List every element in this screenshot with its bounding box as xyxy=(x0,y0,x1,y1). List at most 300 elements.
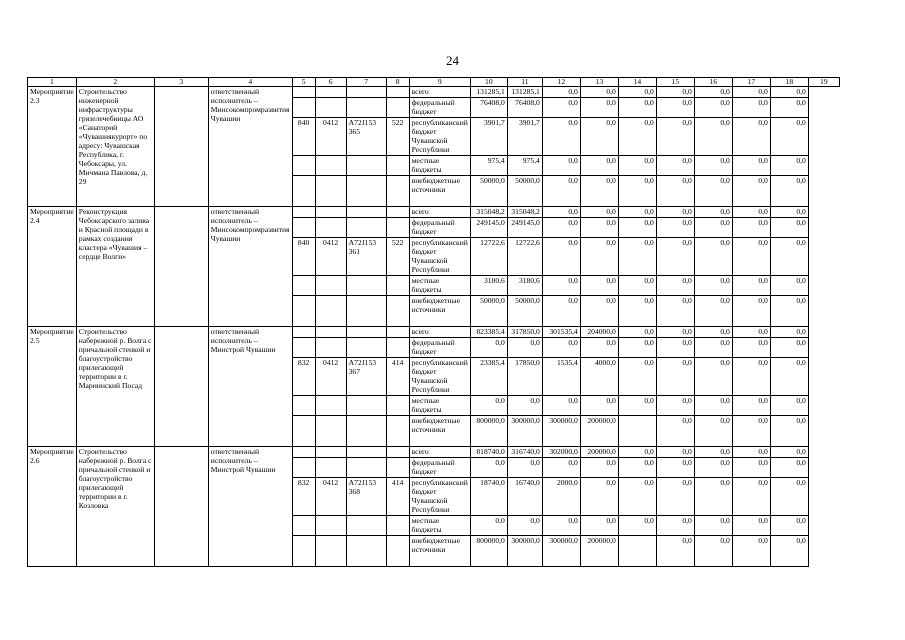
value-cell: 0,0 xyxy=(694,176,732,207)
code-cell xyxy=(315,176,346,207)
value-cell: 249145,0 xyxy=(470,218,507,238)
code-cell: 0412 xyxy=(315,478,346,516)
code-cell xyxy=(386,447,409,458)
value-cell: 0,0 xyxy=(770,516,808,536)
code-cell xyxy=(386,296,409,327)
value-cell: 0,0 xyxy=(580,296,618,327)
value-cell: 0,0 xyxy=(656,416,694,447)
code-cell xyxy=(346,176,386,207)
funding-source-cell: местные бюджеты xyxy=(409,156,470,176)
value-cell: 0,0 xyxy=(618,238,656,276)
value-cell: 316740,0 xyxy=(507,447,542,458)
value-cell: 317850,0 xyxy=(507,327,542,338)
code-cell xyxy=(315,296,346,327)
value-cell: 0,0 xyxy=(770,276,808,296)
value-cell: 800000,0 xyxy=(470,416,507,447)
value-cell: 0,0 xyxy=(770,458,808,478)
value-cell: 204000,0 xyxy=(580,327,618,338)
value-cell: 3901,7 xyxy=(507,118,542,156)
code-cell xyxy=(346,87,386,98)
value-cell: 50000,0 xyxy=(507,296,542,327)
value-cell: 800000,0 xyxy=(470,536,507,567)
table-row xyxy=(28,87,840,98)
code-cell xyxy=(386,396,409,416)
code-cell xyxy=(386,207,409,218)
value-cell: 0,0 xyxy=(694,156,732,176)
value-cell: 0,0 xyxy=(770,447,808,458)
code-cell xyxy=(386,87,409,98)
column-number: 11 xyxy=(507,78,542,87)
code-cell xyxy=(315,416,346,447)
value-cell: 76408,0 xyxy=(507,98,542,118)
funding-source-cell: внебюджетные источники xyxy=(409,296,470,327)
code-cell: 0412 xyxy=(315,358,346,396)
code-cell xyxy=(292,338,315,358)
value-cell: 0,0 xyxy=(618,327,656,338)
code-cell xyxy=(346,156,386,176)
funding-source-cell: местные бюджеты xyxy=(409,516,470,536)
value-cell: 0,0 xyxy=(694,207,732,218)
value-cell: 12722,6 xyxy=(507,238,542,276)
value-cell: 131285,1 xyxy=(470,87,507,98)
value-cell: 0,0 xyxy=(542,516,580,536)
value-cell: 16740,0 xyxy=(507,478,542,516)
value-cell: 3901,7 xyxy=(470,118,507,156)
value-cell: 0,0 xyxy=(542,156,580,176)
value-cell: 315048,2 xyxy=(507,207,542,218)
code-cell: 0412 xyxy=(315,118,346,156)
value-cell: 0,0 xyxy=(580,207,618,218)
value-cell: 0,0 xyxy=(732,118,770,156)
value-cell: 0,0 xyxy=(542,338,580,358)
value-cell: 0,0 xyxy=(770,338,808,358)
value-cell: 0,0 xyxy=(732,478,770,516)
value-cell: 0,0 xyxy=(732,358,770,396)
value-cell: 131285,1 xyxy=(507,87,542,98)
value-cell: 300000,0 xyxy=(507,416,542,447)
value-cell: 0,0 xyxy=(732,218,770,238)
value-cell: 200000,0 xyxy=(580,447,618,458)
event-id-cell: Мероприятие 2.5 xyxy=(28,327,77,447)
code-cell xyxy=(292,276,315,296)
value-cell: 315048,2 xyxy=(470,207,507,218)
code-cell: 840 xyxy=(292,118,315,156)
value-cell: 0,0 xyxy=(656,327,694,338)
value-cell: 0,0 xyxy=(580,156,618,176)
value-cell: 1535,4 xyxy=(542,358,580,396)
code-cell xyxy=(315,207,346,218)
column-number: 17 xyxy=(732,78,770,87)
code-cell xyxy=(346,536,386,567)
value-cell: 0,0 xyxy=(694,296,732,327)
code-cell xyxy=(386,176,409,207)
code-cell xyxy=(315,87,346,98)
column-number: 13 xyxy=(580,78,618,87)
value-cell: 0,0 xyxy=(618,98,656,118)
code-cell xyxy=(292,87,315,98)
value-cell: 0,0 xyxy=(732,238,770,276)
value-cell: 0,0 xyxy=(470,338,507,358)
value-cell: 0,0 xyxy=(656,87,694,98)
code-cell xyxy=(346,447,386,458)
value-cell: 0,0 xyxy=(694,536,732,567)
code-cell: А72J153 365 xyxy=(346,118,386,156)
event-name-cell: Строительство инженерной инфраструктуры грязелечебницы АО «Санаторий «Чувашиякурорт» по адресу: Чувашская Республика, г. Чебоксары, ул. Мичмана Павлова, д. 29 xyxy=(76,87,154,207)
code-cell xyxy=(346,396,386,416)
table-row xyxy=(28,327,840,338)
value-cell: 50000,0 xyxy=(470,176,507,207)
executor-cell: ответственный исполнитель – Минсокомпромразвития Чувашии xyxy=(208,207,292,327)
code-cell xyxy=(315,98,346,118)
value-cell: 0,0 xyxy=(656,118,694,156)
value-cell: 0,0 xyxy=(732,207,770,218)
value-cell: 0,0 xyxy=(656,458,694,478)
code-cell xyxy=(315,447,346,458)
value-cell: 0,0 xyxy=(618,447,656,458)
value-cell: 0,0 xyxy=(542,458,580,478)
budget-table xyxy=(27,77,840,567)
funding-source-cell: местные бюджеты xyxy=(409,396,470,416)
value-cell: 0,0 xyxy=(656,516,694,536)
value-cell: 0,0 xyxy=(656,176,694,207)
value-cell: 0,0 xyxy=(656,207,694,218)
value-cell: 302000,0 xyxy=(542,447,580,458)
funding-source-cell: внебюджетные источники xyxy=(409,176,470,207)
value-cell: 0,0 xyxy=(580,238,618,276)
code-cell xyxy=(315,276,346,296)
value-cell: 0,0 xyxy=(732,87,770,98)
code-cell xyxy=(292,396,315,416)
code-cell: 0412 xyxy=(315,238,346,276)
value-cell: 0,0 xyxy=(618,478,656,516)
value-cell: 0,0 xyxy=(580,458,618,478)
code-cell: 414 xyxy=(386,358,409,396)
value-cell: 0,0 xyxy=(694,118,732,156)
value-cell: 0,0 xyxy=(618,87,656,98)
value-cell: 4000,0 xyxy=(580,358,618,396)
code-cell xyxy=(346,327,386,338)
value-cell: 0,0 xyxy=(694,218,732,238)
value-cell: 0,0 xyxy=(732,98,770,118)
value-cell: 0,0 xyxy=(770,416,808,447)
value-cell: 12722,6 xyxy=(470,238,507,276)
code-cell: 522 xyxy=(386,238,409,276)
event-id-cell: Мероприятие 2.6 xyxy=(28,447,77,567)
code-cell xyxy=(292,207,315,218)
value-cell: 0,0 xyxy=(694,338,732,358)
code-cell xyxy=(386,416,409,447)
code-cell xyxy=(346,458,386,478)
funding-source-cell: всего xyxy=(409,87,470,98)
executor-cell: ответственный исполнитель – Минстрой Чувашии xyxy=(208,327,292,447)
code-cell xyxy=(346,207,386,218)
value-cell: 0,0 xyxy=(580,87,618,98)
value-cell: 0,0 xyxy=(580,118,618,156)
value-cell: 0,0 xyxy=(618,276,656,296)
code-cell xyxy=(315,516,346,536)
value-cell: 0,0 xyxy=(694,396,732,416)
code-cell xyxy=(346,516,386,536)
value-cell: 0,0 xyxy=(656,296,694,327)
value-cell: 0,0 xyxy=(694,416,732,447)
empty-cell xyxy=(154,207,208,327)
code-cell: А72J153 368 xyxy=(346,478,386,516)
value-cell: 0,0 xyxy=(618,176,656,207)
value-cell: 3180,6 xyxy=(507,276,542,296)
code-cell xyxy=(386,327,409,338)
column-number: 14 xyxy=(618,78,656,87)
value-cell: 0,0 xyxy=(770,327,808,338)
value-cell: 0,0 xyxy=(732,458,770,478)
value-cell: 0,0 xyxy=(770,176,808,207)
code-cell: 832 xyxy=(292,358,315,396)
event-id-cell: Мероприятие 2.3 xyxy=(28,87,77,207)
empty-cell xyxy=(154,327,208,447)
value-cell: 0,0 xyxy=(770,98,808,118)
value-cell: 300000,0 xyxy=(542,416,580,447)
value-cell: 0,0 xyxy=(732,338,770,358)
code-cell xyxy=(315,536,346,567)
executor-cell: ответственный исполнитель – Минстрой Чувашии xyxy=(208,447,292,567)
value-cell: 0,0 xyxy=(656,238,694,276)
event-name-cell: Строительство набережной р. Волга с причальной стенкой и благоустройство прилегающей территории в г. Мариинский Посад xyxy=(76,327,154,447)
empty-cell xyxy=(154,87,208,207)
value-cell: 0,0 xyxy=(507,338,542,358)
funding-source-cell: внебюджетные источники xyxy=(409,416,470,447)
column-number: 2 xyxy=(76,78,154,87)
value-cell: 0,0 xyxy=(656,338,694,358)
value-cell: 0,0 xyxy=(770,296,808,327)
value-cell: 0,0 xyxy=(507,396,542,416)
value-cell: 0,0 xyxy=(542,176,580,207)
column-number: 6 xyxy=(315,78,346,87)
value-cell: 0,0 xyxy=(580,516,618,536)
value-cell: 0,0 xyxy=(770,238,808,276)
column-number: 10 xyxy=(470,78,507,87)
funding-source-cell: федеральный бюджет xyxy=(409,98,470,118)
funding-source-cell: республиканский бюджет Чувашской Республики xyxy=(409,478,470,516)
value-cell: 0,0 xyxy=(542,396,580,416)
code-cell xyxy=(386,458,409,478)
code-cell xyxy=(346,416,386,447)
column-number: 16 xyxy=(694,78,732,87)
value-cell: 0,0 xyxy=(770,218,808,238)
code-cell xyxy=(292,516,315,536)
code-cell xyxy=(292,218,315,238)
code-cell xyxy=(292,156,315,176)
funding-source-cell: всего xyxy=(409,447,470,458)
value-cell: 818740,0 xyxy=(470,447,507,458)
value-cell: 0,0 xyxy=(770,87,808,98)
value-cell: 0,0 xyxy=(507,458,542,478)
value-cell: 0,0 xyxy=(694,276,732,296)
value-cell: 0,0 xyxy=(618,458,656,478)
value-cell: 0,0 xyxy=(542,218,580,238)
column-number: 7 xyxy=(346,78,386,87)
code-cell xyxy=(292,176,315,207)
value-cell: 0,0 xyxy=(618,156,656,176)
code-cell xyxy=(386,156,409,176)
funding-source-cell: федеральный бюджет xyxy=(409,338,470,358)
value-cell: 0,0 xyxy=(732,516,770,536)
code-cell xyxy=(386,536,409,567)
value-cell: 0,0 xyxy=(694,87,732,98)
value-cell: 0,0 xyxy=(618,516,656,536)
code-cell xyxy=(292,536,315,567)
code-cell xyxy=(346,98,386,118)
value-cell: 23385,4 xyxy=(470,358,507,396)
code-cell xyxy=(346,276,386,296)
value-cell: 301535,4 xyxy=(542,327,580,338)
funding-source-cell: республиканский бюджет Чувашской Республики xyxy=(409,358,470,396)
value-cell: 0,0 xyxy=(770,156,808,176)
table-row xyxy=(28,207,840,218)
value-cell: 0,0 xyxy=(580,396,618,416)
value-cell: 0,0 xyxy=(770,396,808,416)
code-cell: 522 xyxy=(386,118,409,156)
code-cell xyxy=(386,98,409,118)
funding-source-cell: республиканский бюджет Чувашской Республики xyxy=(409,238,470,276)
value-cell: 0,0 xyxy=(694,98,732,118)
value-cell: 0,0 xyxy=(618,118,656,156)
value-cell: 0,0 xyxy=(770,358,808,396)
funding-source-cell: местные бюджеты xyxy=(409,276,470,296)
code-cell: А72J153 361 xyxy=(346,238,386,276)
column-number: 19 xyxy=(808,78,839,87)
value-cell: 0,0 xyxy=(694,478,732,516)
value-cell: 200000,0 xyxy=(580,416,618,447)
funding-source-cell: федеральный бюджет xyxy=(409,458,470,478)
value-cell: 975,4 xyxy=(507,156,542,176)
column-number-row xyxy=(28,78,840,87)
column-number: 3 xyxy=(154,78,208,87)
column-number: 18 xyxy=(770,78,808,87)
value-cell: 0,0 xyxy=(732,296,770,327)
code-cell xyxy=(315,327,346,338)
value-cell: 0,0 xyxy=(656,98,694,118)
code-cell xyxy=(315,156,346,176)
value-cell: 0,0 xyxy=(542,238,580,276)
value-cell: 0,0 xyxy=(542,207,580,218)
code-cell xyxy=(386,516,409,536)
event-name-cell: Реконструкция Чебоксарского залива и Красной площади в рамках создания кластера «Чувашия – сердце Волги» xyxy=(76,207,154,327)
table-row xyxy=(28,447,840,458)
value-cell xyxy=(618,416,656,447)
value-cell: 0,0 xyxy=(470,396,507,416)
value-cell: 0,0 xyxy=(580,176,618,207)
value-cell: 0,0 xyxy=(580,338,618,358)
code-cell: А72J153 367 xyxy=(346,358,386,396)
value-cell: 0,0 xyxy=(732,327,770,338)
value-cell: 2000,0 xyxy=(542,478,580,516)
value-cell: 0,0 xyxy=(694,516,732,536)
value-cell: 0,0 xyxy=(732,416,770,447)
value-cell: 0,0 xyxy=(694,447,732,458)
value-cell: 76408,0 xyxy=(470,98,507,118)
code-cell: 840 xyxy=(292,238,315,276)
code-cell xyxy=(292,98,315,118)
column-number: 1 xyxy=(28,78,77,87)
value-cell: 0,0 xyxy=(656,447,694,458)
value-cell: 300000,0 xyxy=(542,536,580,567)
code-cell xyxy=(346,296,386,327)
column-number: 4 xyxy=(208,78,292,87)
executor-cell: ответственный исполнитель – Минсокомпромразвития Чувашии xyxy=(208,87,292,207)
value-cell: 0,0 xyxy=(732,396,770,416)
code-cell xyxy=(292,296,315,327)
code-cell xyxy=(315,218,346,238)
value-cell: 0,0 xyxy=(694,238,732,276)
value-cell: 0,0 xyxy=(656,358,694,396)
value-cell: 0,0 xyxy=(770,536,808,567)
value-cell: 0,0 xyxy=(542,98,580,118)
value-cell: 0,0 xyxy=(580,218,618,238)
value-cell: 0,0 xyxy=(618,358,656,396)
value-cell: 3180,6 xyxy=(470,276,507,296)
empty-cell xyxy=(154,447,208,567)
value-cell: 0,0 xyxy=(694,458,732,478)
value-cell: 50000,0 xyxy=(470,296,507,327)
value-cell: 0,0 xyxy=(694,358,732,396)
value-cell: 50000,0 xyxy=(507,176,542,207)
value-cell: 0,0 xyxy=(656,218,694,238)
code-cell: 832 xyxy=(292,478,315,516)
column-number: 12 xyxy=(542,78,580,87)
value-cell: 0,0 xyxy=(542,118,580,156)
value-cell: 0,0 xyxy=(580,98,618,118)
event-name-cell: Строительство набережной р. Волга с причальной стенкой и благоустройство прилегающей территории в г. Козловка xyxy=(76,447,154,567)
value-cell: 0,0 xyxy=(656,156,694,176)
value-cell: 0,0 xyxy=(732,276,770,296)
value-cell: 0,0 xyxy=(507,516,542,536)
value-cell: 0,0 xyxy=(618,207,656,218)
value-cell: 0,0 xyxy=(770,118,808,156)
code-cell xyxy=(386,338,409,358)
code-cell xyxy=(346,338,386,358)
value-cell: 0,0 xyxy=(732,176,770,207)
value-cell: 0,0 xyxy=(656,536,694,567)
value-cell: 0,0 xyxy=(542,296,580,327)
value-cell: 0,0 xyxy=(732,447,770,458)
code-cell xyxy=(292,458,315,478)
value-cell: 0,0 xyxy=(542,276,580,296)
value-cell: 249145,0 xyxy=(507,218,542,238)
value-cell: 0,0 xyxy=(656,478,694,516)
value-cell: 0,0 xyxy=(542,87,580,98)
value-cell: 0,0 xyxy=(770,207,808,218)
column-number: 8 xyxy=(386,78,409,87)
value-cell: 0,0 xyxy=(470,516,507,536)
column-number: 15 xyxy=(656,78,694,87)
code-cell xyxy=(315,338,346,358)
value-cell: 823385,4 xyxy=(470,327,507,338)
column-number: 5 xyxy=(292,78,315,87)
value-cell: 0,0 xyxy=(694,327,732,338)
value-cell: 0,0 xyxy=(470,458,507,478)
value-cell: 0,0 xyxy=(580,276,618,296)
value-cell: 975,4 xyxy=(470,156,507,176)
value-cell: 0,0 xyxy=(656,276,694,296)
code-cell xyxy=(292,416,315,447)
value-cell: 0,0 xyxy=(732,156,770,176)
code-cell xyxy=(315,458,346,478)
value-cell: 0,0 xyxy=(618,218,656,238)
value-cell: 18740,0 xyxy=(470,478,507,516)
column-number: 9 xyxy=(409,78,470,87)
value-cell: 0,0 xyxy=(770,478,808,516)
value-cell: 17850,0 xyxy=(507,358,542,396)
code-cell xyxy=(292,447,315,458)
